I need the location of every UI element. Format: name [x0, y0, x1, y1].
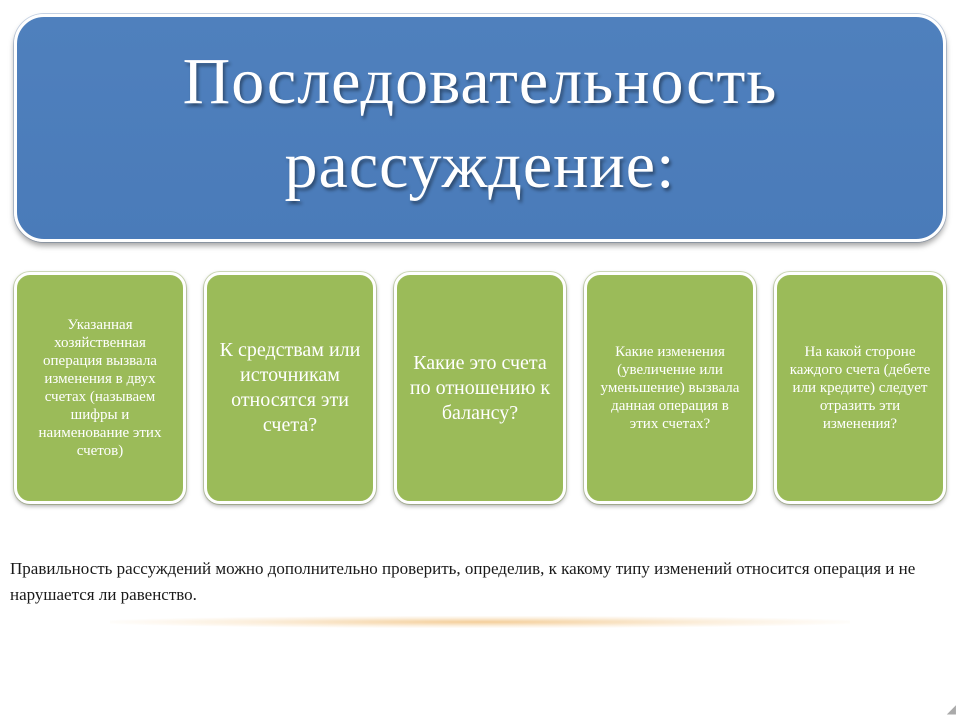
step-card-2 — [204, 272, 376, 504]
slide-title — [183, 40, 778, 208]
step-card-1 — [14, 272, 186, 504]
decorative-glow-divider — [110, 616, 850, 628]
corner-mark-icon: ◢ — [946, 702, 956, 716]
step-card-5 — [774, 272, 946, 504]
step-card-3 — [394, 272, 566, 504]
step-card-1-text: Указанная хозяйственная операция вызвала изменения в двух счетах (называем шифры и наименование этих счетов) — [38, 317, 162, 459]
step-card-2-text: К средствам или источникам относятся эти счета? — [219, 339, 361, 436]
step-card-5-text: На какой стороне каждого счета (дебете или кредите) следует отразить эти изменения? — [789, 344, 931, 432]
step-card-3-text: Какие это счета по отношению к балансу? — [409, 351, 551, 424]
step-card-4-text: Какие изменения (увеличение или уменьшение) вызвала данная операция в этих счетах? — [600, 344, 740, 432]
footnote-text: Правильность рассуждений можно дополнительно проверить, определив, к какому типу изменений относится операция и не нарушается ли равенство. — [10, 559, 916, 604]
title-line-2: рассуждение: — [284, 129, 676, 202]
step-card-4 — [584, 272, 756, 504]
title-box — [14, 14, 946, 242]
title-line-1: Последовательность — [182, 45, 778, 118]
